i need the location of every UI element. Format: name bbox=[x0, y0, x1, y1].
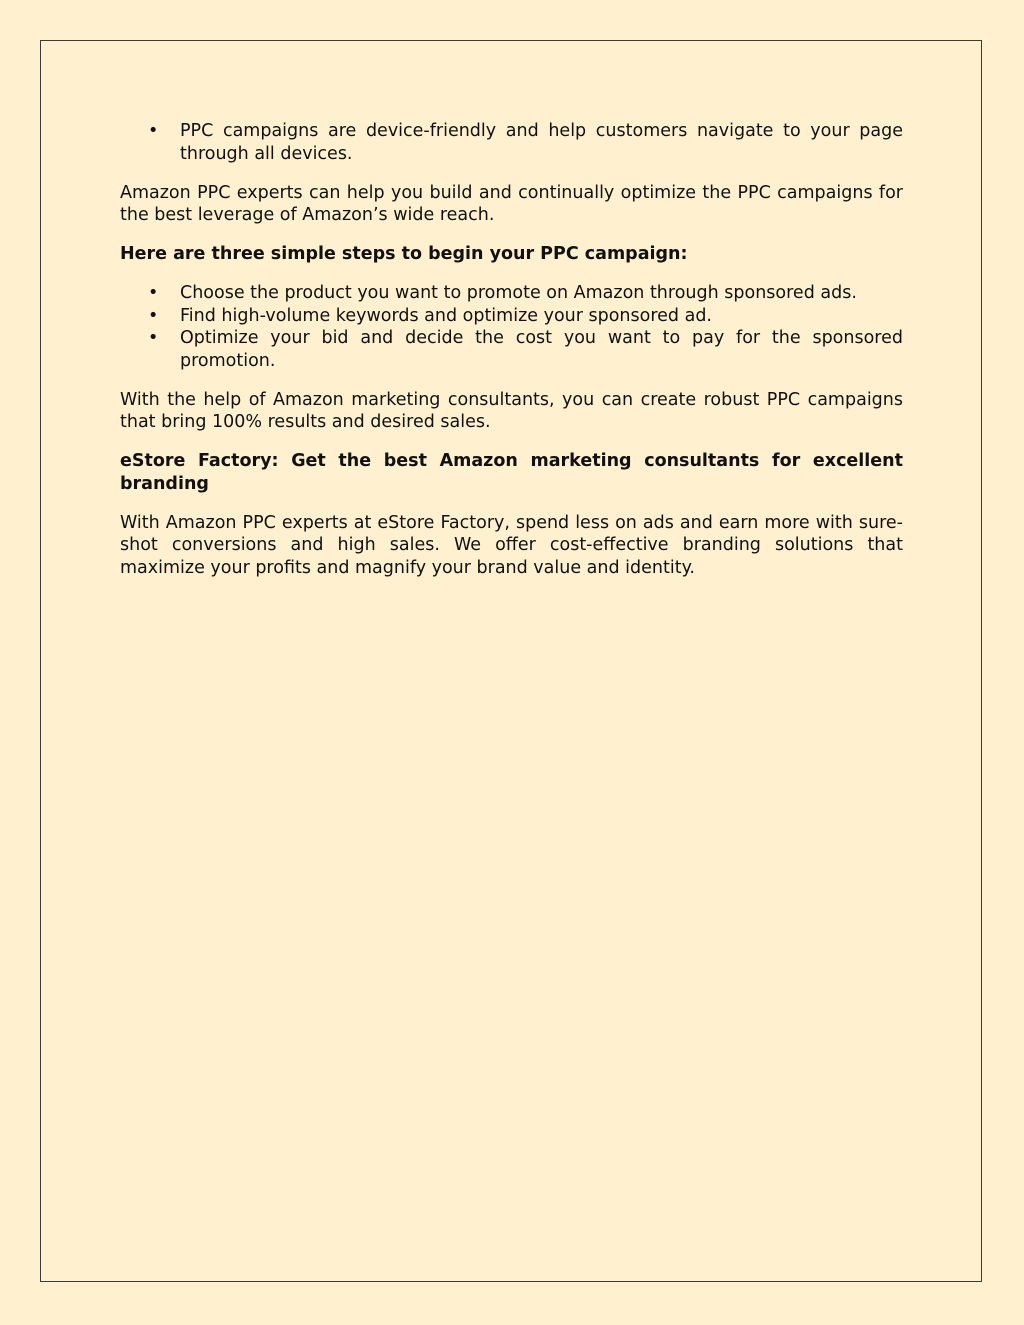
document-content bbox=[120, 120, 903, 596]
intro-bullet-list bbox=[120, 120, 903, 165]
list-item-text: Optimize your bid and decide the cost you want to pay for the sponsored promotion. bbox=[180, 328, 903, 371]
section-heading: eStore Factory: Get the best Amazon marketing consultants for excellent branding bbox=[120, 451, 903, 494]
paragraph: With Amazon PPC experts at eStore Factory, spend less on ads and earn more with sure-shot conversions and high sales. We offer cost-effective branding solutions that maximize your profits and magnify your brand value and identity. bbox=[120, 512, 903, 578]
list-item-text: Choose the product you want to promote on Amazon through sponsored ads. bbox=[180, 283, 857, 303]
bullet-icon: • bbox=[148, 283, 159, 303]
list-item bbox=[148, 282, 903, 305]
list-item bbox=[148, 120, 903, 165]
list-item-text: Find high-volume keywords and optimize your sponsored ad. bbox=[180, 305, 712, 326]
bullet-icon: • bbox=[148, 328, 159, 348]
bullet-icon: • bbox=[148, 121, 159, 141]
list-item-text: PPC campaigns are device-friendly and help customers navigate to your page through all devices. bbox=[180, 121, 903, 164]
bullet-icon: • bbox=[148, 305, 159, 326]
section-heading: Here are three simple steps to begin your PPC campaign: bbox=[120, 244, 688, 264]
list-item bbox=[148, 305, 903, 328]
paragraph: With the help of Amazon marketing consultants, you can create robust PPC campaigns that bring 100% results and desired sales. bbox=[120, 389, 903, 432]
steps-list bbox=[120, 282, 903, 372]
paragraph: Amazon PPC experts can help you build and continually optimize the PPC campaigns for the best leverage of Amazon’s wide reach. bbox=[120, 182, 903, 225]
list-item bbox=[148, 327, 903, 372]
